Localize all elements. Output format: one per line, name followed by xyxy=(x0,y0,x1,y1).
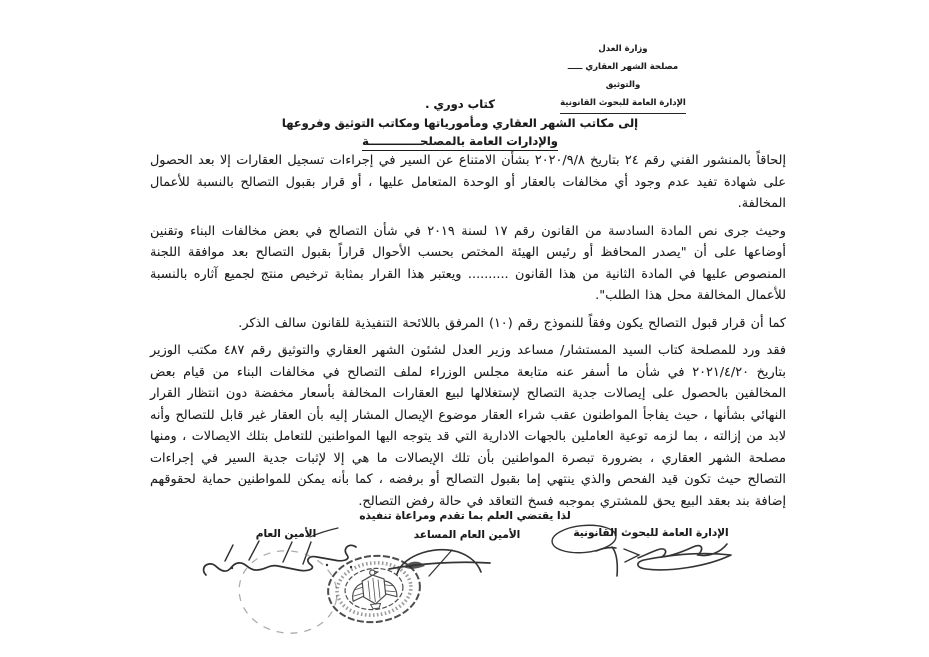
signature-title-secretary-general: الأمين العام xyxy=(255,528,317,540)
paragraph-attachment-reference: إلحاقاً بالمنشور الفني رقم ٢٤ بتاريخ ٢٠٢٠/٩/٨ بشأن الامتناع عن السير في إجراءات تسجيل العقارات إلا بعد الحصول على شهادة تفيد عدم وجود أي مخالفات بالعقار أو الوحدة المتعامل عليها ، أو قرار بقبول التصالح بالنسبة للأعمال المخالفة. xyxy=(150,153,786,211)
signature-title-legal-research-dept: الإدارة العامة للبحوث القانونية xyxy=(573,527,729,539)
faint-stamp-ring-icon xyxy=(234,545,342,640)
ministry-name: وزارة العدل xyxy=(598,44,648,54)
signature-title-assistant-secretary-general: الأمين العام المساعد xyxy=(413,529,521,541)
paragraph-form-ten: كما أن قرار قبول التصالح يكون وفقاً للنموذج رقم (١٠) المرفق باللائحة التنفيذية للقانون سالف الذكر. xyxy=(238,315,786,331)
document-type-heading: كتاب دوري . xyxy=(425,97,495,111)
signature-scribble-left xyxy=(204,528,356,639)
title-block xyxy=(245,97,675,151)
eagle-emblem-icon xyxy=(350,568,398,611)
paragraph-minister-letter: فقد ورد للمصلحة كتاب السيد المستشار/ مساعد وزير العدل لشئون الشهر العقاري والتوثيق رقم ٤٨٧ مكتب الوزير بتاريخ ٢٠٢١/٤/٢٠ في شأن ما أسفر عنه متابعة مجلس الوزراء لملف التصالح في مخالفات البناء من قيام بعض المخالفين بالحصول على إيصالات جدية التصالح لإستغلالها لبيع العقارات المخالفة بأسعار مخفضة دون انتظار القرار النهائي بشأنها ، حيث يفاجأ المواطنون عقب شراء العقار موضوع الإيصال المشار إليه بأن العقار غير قابل للتصالح وأنه لابد من إزالته ، بما لزمه توعية العاملين بالجهات الادارية التي قد يتوجه اليها المواطنين للتعامل بتلك الايصالات ، ومنها مصلحة الشهر العقاري ، بضرورة تبصرة المواطنين بأن تلك الإيصالات ما هي إلا لإثبات جدية السير في إجراءات التصالح حيث تكون قيد الفحص والذي ينتهي إما بقبول التصالح أو برفضه ، كما بأنه يمكن للمواطنين حماية لحقوقهم إضافة بند بعقد البيع يحق للمشتري بموجبه فسخ التعاقد في حالة رفض التصالح. xyxy=(150,343,786,509)
paragraph-law-article-six: وحيث جرى نص المادة السادسة من القانون رقم ١٧ لسنة ٢٠١٩ في شأن التصالح في بعض مخالفات البناء وتقنين أوضاعها على أن "يصدر المحافظ أو رئيس الهيئة المختص بحسب الأحوال قراراً بقبول التصالح بعد موافقة اللجنة المنصوص عليها في المادة الثانية من هذا القانون .......... ويعتبر هذا القرار بمثابة ترخيص منتج لجميع آثاره بالنسبة للأعمال المخالفة محل هذا الطلب". xyxy=(150,223,786,303)
letter-body xyxy=(150,150,786,518)
department-name: الإدارة العامة للبحوث القانونية xyxy=(560,94,686,114)
closing-instruction: لذا يقتضي العلم بما تقدم ومراعاة تنفيذه xyxy=(359,510,571,522)
official-eagle-stamp-icon xyxy=(325,551,423,626)
addressees-line2: والإدارات العامة بالمصلحـــــــــــــة xyxy=(245,134,675,151)
addressees-line1: إلى مكاتب الشهر العقاري ومأمورياتها ومكاتب التوثيق وفروعها xyxy=(281,116,639,130)
signature-scribble-middle xyxy=(389,550,490,576)
authority-name: مصلحة الشهر العقاري ـــــ والتوثيق xyxy=(567,62,679,90)
